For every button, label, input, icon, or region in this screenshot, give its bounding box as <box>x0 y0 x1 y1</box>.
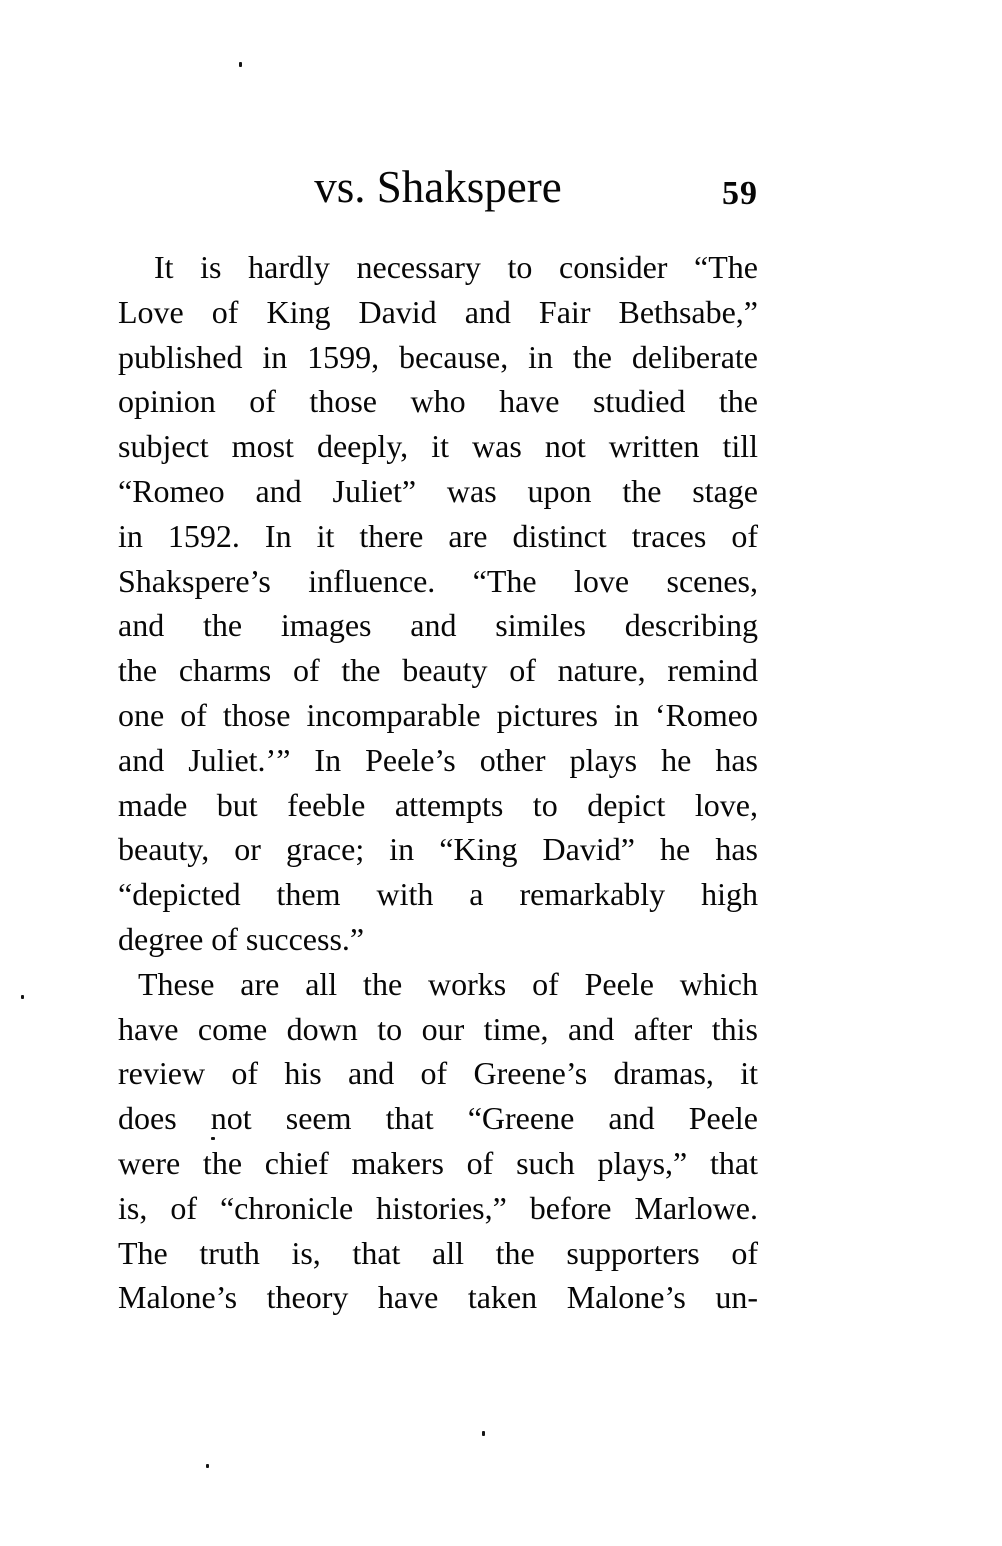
text-line: opinion of those who have studied the <box>118 383 758 420</box>
text-line: degree of success.” <box>118 920 365 957</box>
text-line: made but feeble attempts to depict love, <box>118 786 758 823</box>
text-line: The truth is, that all the supporters of <box>118 1234 758 1271</box>
text-line: and the images and similes describing <box>118 607 758 644</box>
text-line: subject most deeply, it was not written till <box>118 428 758 465</box>
text-line: These are all the works of Peele which <box>138 965 758 1002</box>
text-line: the charms of the beauty of nature, remind <box>118 652 758 689</box>
scan-speck <box>482 1431 485 1436</box>
running-header <box>118 160 758 214</box>
text-line: published in 1599, because, in the deliberate <box>118 338 758 375</box>
paragraph <box>118 245 758 962</box>
text-line: review of his and of Greene’s dramas, it <box>118 1055 758 1092</box>
scan-speck <box>206 1464 209 1468</box>
text-line: is, of “chronicle histories,” before Marlowe. <box>118 1189 758 1226</box>
page-text <box>118 245 758 1320</box>
text-line: It is hardly necessary to consider “The <box>154 249 758 285</box>
paragraph <box>118 962 758 1320</box>
running-header-title: vs. Shakspere <box>314 162 562 212</box>
text-line: have come down to our time, and after this <box>118 1010 758 1047</box>
text-line: beauty, or grace; in “King David” he has <box>118 831 758 868</box>
text-line: one of those incomparable pictures in ‘Romeo <box>118 696 758 733</box>
text-line: Shakspere’s influence. “The love scenes, <box>118 562 758 599</box>
page-number: 59 <box>722 175 758 212</box>
text-line: “depicted them with a remarkably high <box>118 876 758 913</box>
scan-speck <box>239 62 242 67</box>
scan-speck <box>211 1137 215 1140</box>
text-line: were the chief makers of such plays,” that <box>118 1144 758 1181</box>
scan-speck <box>21 995 24 999</box>
text-line: Love of King David and Fair Bethsabe,” <box>118 293 758 330</box>
text-line: and Juliet.’” In Peele’s other plays he has <box>118 741 758 778</box>
text-line: does not seem that “Greene and Peele <box>118 1100 758 1137</box>
text-line: Malone’s theory have taken Malone’s un- <box>118 1279 758 1316</box>
text-line: in 1592. In it there are distinct traces of <box>118 517 758 554</box>
text-line: “Romeo and Juliet” was upon the stage <box>118 472 758 509</box>
